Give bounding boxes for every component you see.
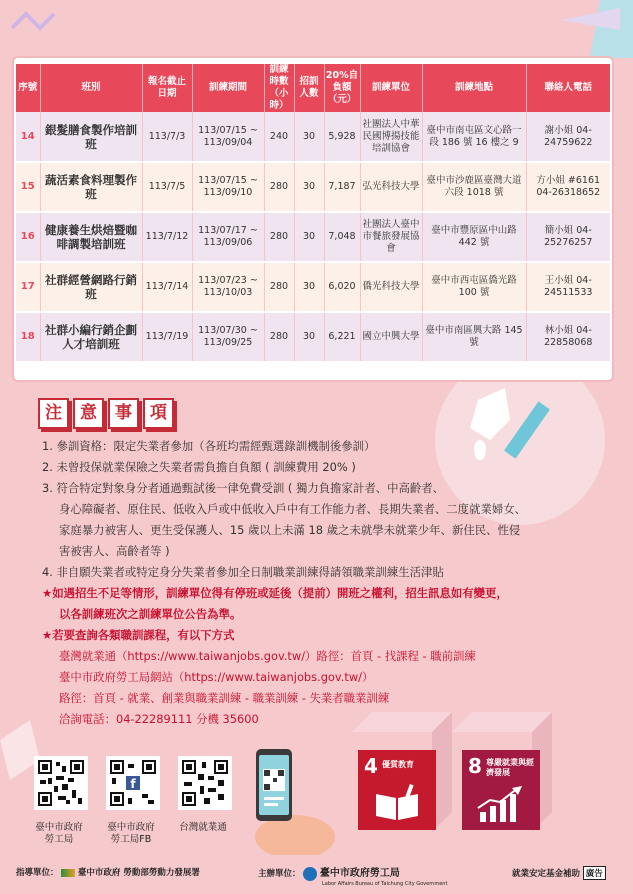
sdg-number: 8 xyxy=(468,754,482,778)
qr-code-facebook-icon[interactable] xyxy=(106,756,160,810)
row-people: 30 xyxy=(294,212,324,262)
row-hours: 280 xyxy=(264,262,294,312)
header-people: 招訓人數 xyxy=(294,64,324,112)
row-deadline: 113/7/19 xyxy=(142,312,192,362)
qr-code-icon[interactable] xyxy=(34,756,88,810)
row-period: 113/07/23 ~ 113/10/03 xyxy=(192,262,264,312)
header-period: 訓練期間 xyxy=(192,64,264,112)
row-people: 30 xyxy=(294,312,324,362)
row-hours: 240 xyxy=(264,112,294,162)
row-unit: 社團法人臺中市餐旅發展協會 xyxy=(360,212,422,262)
book-icon xyxy=(372,784,422,824)
row-fee: 6,020 xyxy=(324,262,360,312)
qr-label-line: 臺中市政府 xyxy=(107,822,155,833)
notice-item-4: 4. 非自願失業者或特定身分失業者參加全日制職業訓練得請領職業訓練生活津貼 xyxy=(42,565,444,579)
row-no: 14 xyxy=(16,112,40,162)
row-people: 30 xyxy=(294,162,324,212)
notice-item-1: 1. 參訓資格：限定失業者參加（各班均需經甄選錄訓機制後參訓） xyxy=(42,439,376,453)
labor-bureau-path: 路徑：首頁 - 就業、創業與職業訓練 - 職業訓練 - 失業者職業訓練 xyxy=(59,691,390,705)
notice-list xyxy=(42,436,602,730)
table-header xyxy=(16,64,610,112)
row-unit: 僑光科技大學 xyxy=(360,262,422,312)
row-location: 臺中市南區興大路 145 號 xyxy=(422,312,526,362)
table-row xyxy=(16,312,610,362)
notice-star-1-line2: 以各訓練班次之訓練單位公告為準。 xyxy=(59,607,242,621)
row-period: 113/07/17 ~ 113/09/06 xyxy=(192,212,264,262)
notice-star-1: ★如遇招生不足等情形，訓練單位得有停班或延後（提前）開班之權利，招生訊息如有變更， xyxy=(42,586,508,600)
row-contact: 簡小姐 04-25276257 xyxy=(526,212,610,262)
row-contact: 林小姐 04-22858068 xyxy=(526,312,610,362)
notice-item-3: 3. 符合特定對象身分者通過甄試後一律免費受訓 ( 獨力負擔家計者、中高齡者、 xyxy=(42,481,445,495)
table-row xyxy=(16,212,610,262)
row-class: 蔬活素食料理製作班 xyxy=(40,162,142,212)
row-location: 臺中市豐原區中山路 442 號 xyxy=(422,212,526,262)
row-contact: 方小姐 #6161 04-26318652 xyxy=(526,162,610,212)
fund-text: 就業安定基金補助 xyxy=(512,869,581,879)
host-text: 臺中市政府勞工局 xyxy=(319,868,400,879)
row-no: 16 xyxy=(16,212,40,262)
row-contact: 謝小姐 04-24759622 xyxy=(526,112,610,162)
zigzag-decoration xyxy=(12,14,54,28)
row-no: 17 xyxy=(16,262,40,312)
header-no: 序號 xyxy=(16,64,40,112)
qr-label-taiwanjobs xyxy=(170,822,236,834)
growth-chart-icon xyxy=(476,786,526,824)
table-row xyxy=(16,112,610,162)
row-unit: 弘光科技大學 xyxy=(360,162,422,212)
row-unit: 社團法人中華民國博揚技能培訓協會 xyxy=(360,112,422,162)
row-hours: 280 xyxy=(264,212,294,262)
row-fee: 5,928 xyxy=(324,112,360,162)
link-labor-bureau[interactable]: 臺中市政府勞工局網站（https://www.taiwanjobs.gov.tw/） xyxy=(59,670,374,684)
notice-item-2: 2. 未曾投保就業保險之失業者需負擔自負額 ( 訓練費用 20% ) xyxy=(42,460,356,474)
notice-star-2: ★若要查詢各類職訓課程，有以下方式 xyxy=(42,628,235,642)
sdg-number: 4 xyxy=(364,754,378,778)
inquiry-phone: 洽詢電話：04-22289111 分機 35600 xyxy=(59,712,259,726)
row-class: 社群小編行銷企劃人才培訓班 xyxy=(40,312,142,362)
qr-code-taiwanjobs-icon[interactable] xyxy=(178,756,232,810)
qr-label-line: 臺中市政府 xyxy=(35,822,83,833)
row-location: 臺中市沙鹿區臺灣大道六段 1018 號 xyxy=(422,162,526,212)
notice-title xyxy=(38,398,174,429)
fund-note xyxy=(512,866,606,880)
guide-label: 指導單位： xyxy=(16,868,59,878)
row-hours: 280 xyxy=(264,312,294,362)
link-taiwanjobs[interactable]: 臺灣就業通（https://www.taiwanjobs.gov.tw/）路徑：首頁 - 找課程 - 職前訓練 xyxy=(59,649,476,663)
svg-text:f: f xyxy=(130,777,136,791)
notice-char: 事 xyxy=(108,398,139,429)
header-contact: 聯絡人電話 xyxy=(526,64,610,112)
header-location: 訓練地點 xyxy=(422,64,526,112)
corner-stripe xyxy=(560,8,620,30)
row-deadline: 113/7/12 xyxy=(142,212,192,262)
table-row xyxy=(16,262,610,312)
row-no: 15 xyxy=(16,162,40,212)
row-class: 健康養生烘焙暨咖啡調製培訓班 xyxy=(40,212,142,262)
sdg-title: 尊嚴就業與經濟發展 xyxy=(486,758,534,777)
notice-char: 注 xyxy=(38,398,69,429)
row-class: 銀髮膳食製作培訓班 xyxy=(40,112,142,162)
row-deadline: 113/7/5 xyxy=(142,162,192,212)
notice-char: 項 xyxy=(143,398,174,429)
sdg-8-decent-work xyxy=(462,750,540,830)
header-hours: 訓練時數（小時） xyxy=(264,64,294,112)
row-hours: 280 xyxy=(264,162,294,212)
guide-unit xyxy=(16,866,200,878)
ad-badge: 廣告 xyxy=(583,866,606,880)
qr-label-line: 勞工局FB xyxy=(110,834,152,845)
qr-label-line: 台灣就業通 xyxy=(179,822,227,833)
taichung-logo-icon xyxy=(61,869,75,877)
qr-label-labor-bureau-fb xyxy=(98,822,164,846)
row-contact: 王小姐 04-24511533 xyxy=(526,262,610,312)
row-fee: 7,187 xyxy=(324,162,360,212)
notice-item-3-line4: 害被害人、高齡者等 ) xyxy=(59,544,170,558)
row-no: 18 xyxy=(16,312,40,362)
host-subtitle: Labor Affairs Bureau of Taichung City Government xyxy=(322,880,448,887)
row-people: 30 xyxy=(294,112,324,162)
row-fee: 7,048 xyxy=(324,212,360,262)
sdg-title: 優質教育 xyxy=(382,760,414,769)
host-unit xyxy=(258,864,447,887)
row-deadline: 113/7/3 xyxy=(142,112,192,162)
notice-char: 意 xyxy=(73,398,104,429)
row-location: 臺中市西屯區僑光路 100 號 xyxy=(422,262,526,312)
row-fee: 6,221 xyxy=(324,312,360,362)
row-class: 社群經營網路行銷班 xyxy=(40,262,142,312)
qr-label-labor-bureau xyxy=(26,822,92,846)
row-deadline: 113/7/14 xyxy=(142,262,192,312)
phone-hand-illustration xyxy=(250,745,350,855)
guide-text: 臺中市政府 勞動部勞動力發展署 xyxy=(77,868,200,878)
labor-bureau-logo-icon xyxy=(303,867,317,881)
row-period: 113/07/15 ~ 113/09/04 xyxy=(192,112,264,162)
sdg-4-quality-education xyxy=(358,750,436,830)
table-row xyxy=(16,162,610,212)
header-unit: 訓練單位 xyxy=(360,64,422,112)
notice-item-3-line3: 家庭暴力被害人、更生受保護人、15 歲以上未滿 18 歲之未就學未就業少年、新住民、性侵 xyxy=(59,523,521,537)
header-fee: 20%自負額（元） xyxy=(324,64,360,112)
host-label: 主辦單位： xyxy=(258,869,301,879)
row-people: 30 xyxy=(294,262,324,312)
header-class: 班別 xyxy=(40,64,142,112)
course-table xyxy=(16,64,610,363)
header-deadline: 報名截止日期 xyxy=(142,64,192,112)
row-period: 113/07/30 ~ 113/09/25 xyxy=(192,312,264,362)
row-location: 臺中市南屯區文心路一段 186 號 16 樓之 9 xyxy=(422,112,526,162)
corner-decoration xyxy=(590,0,633,58)
notice-item-3-line2: 身心障礙者、原住民、低收入戶或中低收入戶中有工作能力者、長期失業者、二度就業婦女、 xyxy=(59,502,527,516)
row-period: 113/07/15 ~ 113/09/10 xyxy=(192,162,264,212)
qr-label-line: 勞工局 xyxy=(44,834,74,845)
row-unit: 國立中興大學 xyxy=(360,312,422,362)
